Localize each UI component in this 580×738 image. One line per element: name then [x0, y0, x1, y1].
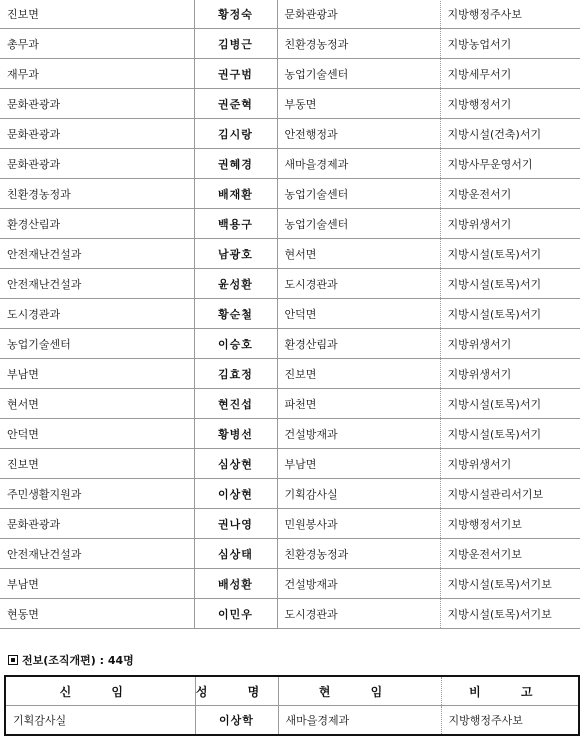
cell-name: 심상현 [194, 449, 277, 479]
cell-to-dept: 진보면 [277, 359, 440, 389]
cell-grade: 지방위생서기 [440, 359, 580, 389]
cell-to-dept: 문화관광과 [277, 0, 440, 29]
cell-to-dept: 친환경농정과 [277, 539, 440, 569]
header-remarks: 비 고 [441, 676, 579, 706]
cell-from-dept: 친환경농정과 [0, 179, 194, 209]
cell-grade: 지방시설(토목)서기보 [440, 569, 580, 599]
cell-to-dept: 부남면 [277, 449, 440, 479]
cell-from-dept: 기획감사실 [5, 706, 195, 736]
cell-from-dept: 총무과 [0, 29, 194, 59]
table-row [0, 59, 580, 89]
table-row [0, 89, 580, 119]
table-row [0, 479, 580, 509]
cell-name: 백용구 [194, 209, 277, 239]
cell-to-dept: 농업기술센터 [277, 209, 440, 239]
cell-from-dept: 문화관광과 [0, 149, 194, 179]
cell-to-dept: 농업기술센터 [277, 59, 440, 89]
cell-name: 배성환 [194, 569, 277, 599]
table-row [0, 269, 580, 299]
cell-from-dept: 진보면 [0, 0, 194, 29]
cell-to-dept: 현서면 [277, 239, 440, 269]
cell-grade: 지방위생서기 [440, 209, 580, 239]
header-current-post: 현 임 [278, 676, 441, 706]
cell-from-dept: 부남면 [0, 359, 194, 389]
cell-name: 남광호 [194, 239, 277, 269]
cell-name: 윤성환 [194, 269, 277, 299]
cell-from-dept: 환경산림과 [0, 209, 194, 239]
table-header-row [5, 676, 579, 706]
table-row [0, 539, 580, 569]
table-row [0, 419, 580, 449]
table-row [0, 359, 580, 389]
table-row [0, 29, 580, 59]
cell-name: 김효정 [194, 359, 277, 389]
table-row [0, 119, 580, 149]
cell-from-dept: 문화관광과 [0, 89, 194, 119]
cell-grade: 지방사무운영서기 [440, 149, 580, 179]
cell-from-dept: 부남면 [0, 569, 194, 599]
cell-from-dept: 재무과 [0, 59, 194, 89]
cell-from-dept: 안전재난건설과 [0, 269, 194, 299]
cell-name: 황정숙 [194, 0, 277, 29]
cell-grade: 지방농업서기 [440, 29, 580, 59]
table-row [0, 0, 580, 29]
cell-grade: 지방시설관리서기보 [440, 479, 580, 509]
cell-name: 현진섭 [194, 389, 277, 419]
table-row [0, 209, 580, 239]
cell-from-dept: 문화관광과 [0, 509, 194, 539]
header-name: 성 명 [195, 676, 278, 706]
cell-to-dept: 건설방재과 [277, 569, 440, 599]
cell-grade: 지방행정주사보 [440, 0, 580, 29]
cell-from-dept: 현동면 [0, 599, 194, 629]
cell-name: 이승호 [194, 329, 277, 359]
cell-to-dept: 민원봉사과 [277, 509, 440, 539]
cell-to-dept: 파천면 [277, 389, 440, 419]
section-title: 전보(조직개편) : 44명 [22, 654, 134, 667]
cell-to-dept: 환경산림과 [277, 329, 440, 359]
cell-name: 권준혁 [194, 89, 277, 119]
section-heading [8, 652, 134, 668]
square-bullet-icon [8, 655, 18, 665]
table-row [0, 239, 580, 269]
table-row [0, 509, 580, 539]
cell-grade: 지방행정서기 [440, 89, 580, 119]
cell-from-dept: 현서면 [0, 389, 194, 419]
cell-name: 이상학 [195, 706, 278, 736]
cell-grade: 지방시설(토목)서기보 [440, 599, 580, 629]
cell-grade: 지방세무서기 [440, 59, 580, 89]
cell-grade: 지방행정서기보 [440, 509, 580, 539]
cell-from-dept: 주민생활지원과 [0, 479, 194, 509]
table-row [0, 299, 580, 329]
cell-grade: 지방위생서기 [440, 329, 580, 359]
cell-name: 황병선 [194, 419, 277, 449]
cell-grade: 지방운전서기 [440, 179, 580, 209]
cell-name: 심상태 [194, 539, 277, 569]
cell-to-dept: 안전행정과 [277, 119, 440, 149]
cell-from-dept: 문화관광과 [0, 119, 194, 149]
cell-from-dept: 진보면 [0, 449, 194, 479]
table-row [0, 179, 580, 209]
cell-to-dept: 새마을경제과 [277, 149, 440, 179]
cell-to-dept: 안덕면 [277, 299, 440, 329]
cell-name: 이민우 [194, 599, 277, 629]
table-row [0, 599, 580, 629]
cell-to-dept: 친환경농정과 [277, 29, 440, 59]
cell-grade: 지방시설(토목)서기 [440, 299, 580, 329]
table-row [0, 569, 580, 599]
cell-name: 권나영 [194, 509, 277, 539]
cell-to-dept: 건설방재과 [277, 419, 440, 449]
cell-to-dept: 농업기술센터 [277, 179, 440, 209]
cell-to-dept: 도시경관과 [277, 269, 440, 299]
cell-name: 김병근 [194, 29, 277, 59]
cell-from-dept: 안전재난건설과 [0, 239, 194, 269]
cell-name: 권혜경 [194, 149, 277, 179]
cell-name: 황순철 [194, 299, 277, 329]
cell-to-dept: 부동면 [277, 89, 440, 119]
cell-grade: 지방시설(건축)서기 [440, 119, 580, 149]
cell-grade: 지방위생서기 [440, 449, 580, 479]
cell-grade: 지방시설(토목)서기 [440, 239, 580, 269]
reorg-transfer-table [4, 675, 580, 736]
cell-name: 김시랑 [194, 119, 277, 149]
cell-grade: 지방시설(토목)서기 [440, 269, 580, 299]
cell-from-dept: 안전재난건설과 [0, 539, 194, 569]
table-row [0, 149, 580, 179]
cell-grade: 지방운전서기보 [440, 539, 580, 569]
cell-grade: 지방시설(토목)서기 [440, 389, 580, 419]
cell-name: 권구범 [194, 59, 277, 89]
cell-from-dept: 농업기술센터 [0, 329, 194, 359]
table-row [0, 389, 580, 419]
table-row [0, 329, 580, 359]
cell-grade: 지방시설(토목)서기 [440, 419, 580, 449]
cell-to-dept: 도시경관과 [277, 599, 440, 629]
cell-from-dept: 안덕면 [0, 419, 194, 449]
cell-to-dept: 기획감사실 [277, 479, 440, 509]
header-new-post: 신 임 [5, 676, 195, 706]
cell-from-dept: 도시경관과 [0, 299, 194, 329]
table-row [0, 449, 580, 479]
cell-name: 배재환 [194, 179, 277, 209]
cell-name: 이상현 [194, 479, 277, 509]
table-row [5, 706, 579, 736]
cell-grade: 지방행정주사보 [441, 706, 579, 736]
cell-to-dept: 새마을경제과 [278, 706, 441, 736]
